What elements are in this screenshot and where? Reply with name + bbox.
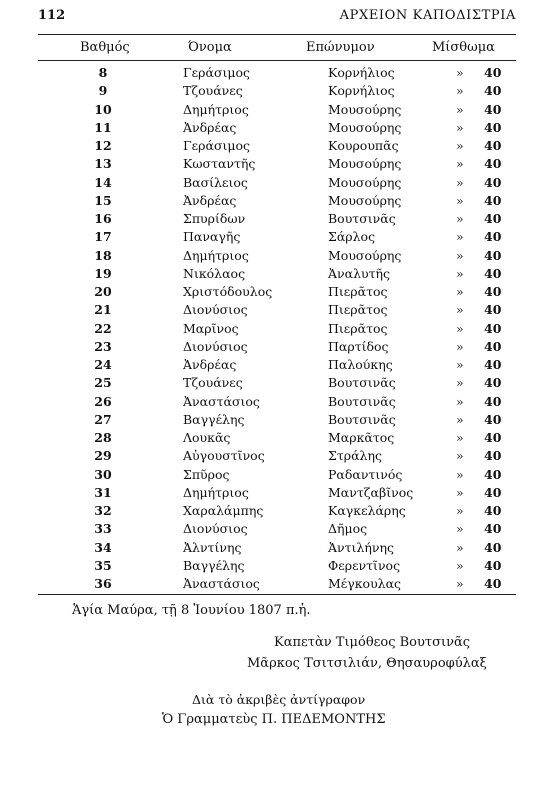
rank-cell: 32 — [94, 503, 112, 518]
salary-cell: 40 — [484, 375, 502, 391]
rank-cell: 23 — [94, 338, 112, 354]
ditto-mark: » — [456, 484, 464, 500]
salary-cell: 40 — [484, 557, 502, 573]
ditto-mark: » — [456, 156, 464, 172]
column-header-name: Όνομα — [188, 40, 232, 55]
ditto-mark: » — [456, 503, 464, 518]
signatory-captain: Καπετὰν Τιμόθεος Βουτσινᾶς — [274, 635, 471, 650]
table-row — [38, 247, 516, 265]
rank-cell: 28 — [94, 430, 112, 445]
top-rule — [38, 34, 516, 35]
rank-cell: 10 — [94, 101, 112, 117]
surname-cell: Ἀντιλήνης — [328, 539, 394, 555]
salary-cell: 40 — [484, 247, 502, 263]
name-cell: Χριστόδουλος — [183, 284, 273, 299]
ditto-mark: » — [456, 338, 464, 354]
table-row — [38, 466, 516, 484]
rank-cell: 20 — [94, 284, 112, 299]
ditto-mark: » — [456, 192, 464, 208]
rank-cell: 9 — [98, 83, 108, 99]
surname-cell: Πιερᾶτος — [328, 302, 388, 318]
surname-cell: Πιερᾶτος — [328, 320, 388, 336]
rank-cell: 12 — [94, 138, 112, 153]
salary-cell: 40 — [484, 119, 502, 135]
salary-cell: 40 — [484, 284, 502, 299]
ditto-mark: » — [456, 557, 464, 573]
surname-cell: Μαρκᾶτος — [328, 430, 395, 445]
salary-cell: 40 — [484, 229, 502, 245]
ditto-mark: » — [456, 320, 464, 336]
name-cell: Δημήτριος — [183, 484, 249, 500]
name-cell: Σπυρίδων — [183, 211, 246, 226]
table-row — [38, 502, 516, 520]
rank-cell: 21 — [94, 302, 112, 318]
name-cell: Ἀνδρέας — [183, 357, 237, 372]
ditto-mark: » — [456, 302, 464, 318]
rank-cell: 16 — [94, 211, 112, 226]
surname-cell: Δῆμος — [328, 521, 368, 537]
table-row — [38, 137, 516, 155]
surname-cell: Κορνήλιος — [328, 83, 395, 99]
table-row — [38, 557, 516, 575]
table-row — [38, 575, 516, 593]
salary-cell: 40 — [484, 411, 502, 427]
name-cell: Σπῦρος — [183, 466, 230, 482]
salary-cell: 40 — [484, 192, 502, 208]
rank-cell: 8 — [98, 65, 108, 80]
salary-cell: 40 — [484, 357, 502, 372]
salary-cell: 40 — [484, 101, 502, 117]
rank-cell: 22 — [94, 320, 112, 336]
rank-cell: 34 — [94, 539, 112, 555]
surname-cell: Ραδαντινός — [328, 466, 403, 482]
salary-cell: 40 — [484, 320, 502, 336]
surname-cell: Στράλης — [328, 448, 382, 464]
table-row — [38, 484, 516, 502]
ditto-mark: » — [456, 101, 464, 117]
surname-cell: Παρτίδος — [328, 338, 389, 354]
name-cell: Γεράσιμος — [183, 65, 251, 80]
rank-cell: 31 — [94, 484, 112, 500]
salary-cell: 40 — [484, 138, 502, 153]
table-row — [38, 520, 516, 538]
column-header-surname: Επώνυμον — [306, 40, 375, 55]
name-cell: Διονύσιος — [183, 338, 248, 354]
surname-cell: Μουσούρης — [328, 101, 402, 117]
salary-cell: 40 — [484, 302, 502, 318]
salary-cell: 40 — [484, 466, 502, 482]
roster-table-body — [38, 64, 516, 593]
ditto-mark: » — [456, 138, 464, 153]
ditto-mark: » — [456, 247, 464, 263]
ditto-mark: » — [456, 229, 464, 245]
rank-cell: 17 — [94, 229, 112, 245]
place-date-line: Ἁγία Μαύρα, τῇ 8 Ἰουνίου 1807 π.ἡ. — [72, 603, 311, 618]
table-row — [38, 119, 516, 137]
ditto-mark: » — [456, 65, 464, 80]
ditto-mark: » — [456, 466, 464, 482]
salary-cell: 40 — [484, 448, 502, 464]
rank-cell: 13 — [94, 156, 112, 172]
surname-cell: Μέγκουλας — [328, 576, 402, 591]
table-row — [38, 265, 516, 283]
column-header-rank: Βαθμός — [80, 40, 130, 55]
name-cell: Ἀνδρέας — [183, 119, 237, 135]
table-row — [38, 155, 516, 173]
salary-cell: 40 — [484, 503, 502, 518]
salary-cell: 40 — [484, 521, 502, 537]
name-cell: Κωσταντῆς — [183, 156, 256, 172]
name-cell: Χαραλάμπης — [183, 503, 264, 518]
name-cell: Ἀναστάσιος — [183, 393, 260, 409]
rank-cell: 15 — [94, 192, 112, 208]
name-cell: Μαρῖνος — [183, 320, 239, 336]
table-row — [38, 228, 516, 246]
name-cell: Δημήτριος — [183, 247, 249, 263]
ditto-mark: » — [456, 119, 464, 135]
name-cell: Βαγγέλης — [183, 557, 245, 573]
salary-cell: 40 — [484, 430, 502, 445]
ditto-mark: » — [456, 393, 464, 409]
certification-line: Διὰ τὸ ἀκριβὲς ἀντίγραφον — [192, 692, 366, 707]
salary-cell: 40 — [484, 265, 502, 281]
name-cell: Βασίλειος — [183, 174, 248, 190]
surname-cell: Ἀναλυτῆς — [328, 265, 390, 281]
surname-cell: Κουρουπᾶς — [328, 138, 399, 153]
surname-cell: Πιερᾶτος — [328, 284, 388, 299]
table-row — [38, 174, 516, 192]
salary-cell: 40 — [484, 174, 502, 190]
name-cell: Τζουάνες — [183, 83, 243, 99]
ditto-mark: » — [456, 576, 464, 591]
rank-cell: 14 — [94, 174, 112, 190]
ditto-mark: » — [456, 430, 464, 445]
surname-cell: Κορνήλιος — [328, 65, 395, 80]
rank-cell: 29 — [94, 448, 112, 464]
surname-cell: Σάρλος — [328, 229, 376, 245]
page-number: 112 — [38, 8, 66, 23]
ditto-mark: » — [456, 521, 464, 537]
rank-cell: 25 — [94, 375, 112, 391]
table-row — [38, 283, 516, 301]
name-cell: Παναγῆς — [183, 229, 241, 245]
table-row — [38, 64, 516, 82]
table-row — [38, 301, 516, 319]
page-header — [38, 8, 516, 28]
surname-cell: Παλούκης — [328, 357, 393, 372]
ditto-mark: » — [456, 265, 464, 281]
name-cell: Γεράσιμος — [183, 138, 251, 153]
name-cell: Διονύσιος — [183, 521, 248, 537]
table-row — [38, 192, 516, 210]
rank-cell: 36 — [94, 576, 112, 591]
ditto-mark: » — [456, 211, 464, 226]
surname-cell: Βουτσινᾶς — [328, 375, 396, 391]
ditto-mark: » — [456, 411, 464, 427]
rank-cell: 33 — [94, 521, 112, 537]
table-row — [38, 338, 516, 356]
surname-cell: Βουτσινᾶς — [328, 211, 396, 226]
surname-cell: Μουσούρης — [328, 174, 402, 190]
name-cell: Ἀνδρέας — [183, 192, 237, 208]
surname-cell: Μουσούρης — [328, 119, 402, 135]
salary-cell: 40 — [484, 211, 502, 226]
table-row — [38, 101, 516, 119]
rank-cell: 18 — [94, 247, 112, 263]
salary-cell: 40 — [484, 484, 502, 500]
surname-cell: Μουσούρης — [328, 247, 402, 263]
salary-cell: 40 — [484, 156, 502, 172]
table-row — [38, 82, 516, 100]
ditto-mark: » — [456, 375, 464, 391]
name-cell: Λουκᾶς — [183, 430, 231, 445]
surname-cell: Μουσούρης — [328, 156, 402, 172]
name-cell: Νικόλαος — [183, 265, 246, 281]
running-title: ΑΡΧΕΙΟΝ ΚΑΠΟΔΙΣΤΡΙΑ — [339, 8, 516, 23]
surname-cell: Βουτσινᾶς — [328, 393, 396, 409]
table-row — [38, 356, 516, 374]
table-row — [38, 210, 516, 228]
column-header-salary: Μίσθωμα — [432, 40, 495, 55]
surname-cell: Βουτσινᾶς — [328, 411, 396, 427]
salary-cell: 40 — [484, 539, 502, 555]
signatory-treasurer: Μᾶρκος Τσιτσιλιάν, Θησαυροφύλαξ — [247, 656, 487, 671]
table-row — [38, 411, 516, 429]
table-row — [38, 539, 516, 557]
name-cell: Δημήτριος — [183, 101, 249, 117]
salary-cell: 40 — [484, 83, 502, 99]
salary-cell: 40 — [484, 338, 502, 354]
rank-cell: 11 — [94, 119, 112, 135]
rank-cell: 30 — [94, 466, 112, 482]
surname-cell: Μουσούρης — [328, 192, 402, 208]
salary-cell: 40 — [484, 65, 502, 80]
rank-cell: 26 — [94, 393, 112, 409]
salary-cell: 40 — [484, 576, 502, 591]
name-cell: Τζουάνες — [183, 375, 243, 391]
ditto-mark: » — [456, 284, 464, 299]
salary-cell: 40 — [484, 393, 502, 409]
rank-cell: 24 — [94, 357, 112, 372]
surname-cell: Φερεντῖνος — [328, 557, 401, 573]
table-row — [38, 320, 516, 338]
table-row — [38, 393, 516, 411]
secretary-signature: Ὁ Γραμματεὺς Π. ΠΕΔΕΜΟΝΤΗΣ — [162, 712, 386, 727]
bottom-rule — [38, 594, 516, 595]
surname-cell: Καγκελάρης — [328, 503, 406, 518]
name-cell: Ἀλντίνης — [183, 539, 242, 555]
ditto-mark: » — [456, 83, 464, 99]
name-cell: Ἀναστάσιος — [183, 576, 260, 591]
name-cell: Αὐγουστῖνος — [183, 448, 265, 464]
rank-cell: 35 — [94, 557, 112, 573]
name-cell: Διονύσιος — [183, 302, 248, 318]
ditto-mark: » — [456, 539, 464, 555]
table-row — [38, 429, 516, 447]
table-row — [38, 374, 516, 392]
ditto-mark: » — [456, 357, 464, 372]
header-rule — [38, 60, 516, 61]
rank-cell: 19 — [94, 265, 112, 281]
surname-cell: Μαντζαβῖνος — [328, 484, 414, 500]
ditto-mark: » — [456, 448, 464, 464]
ditto-mark: » — [456, 174, 464, 190]
rank-cell: 27 — [94, 411, 112, 427]
table-row — [38, 447, 516, 465]
name-cell: Βαγγέλης — [183, 411, 245, 427]
